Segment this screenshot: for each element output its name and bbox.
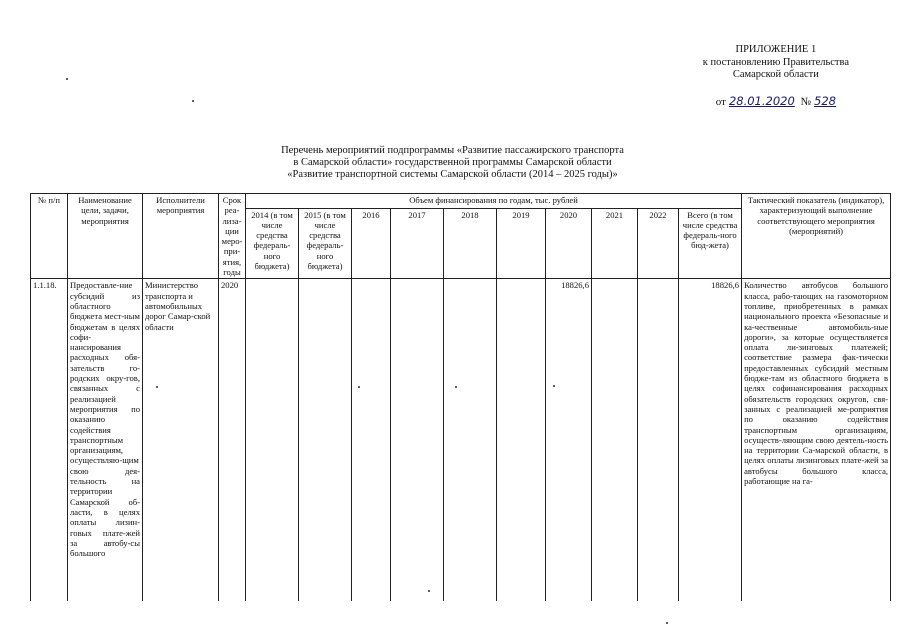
row-2016 [352,279,391,602]
appendix-line-3: Самарской области [732,69,819,80]
document-title [0,145,905,181]
header-year-2022: 2022 [638,208,679,279]
scan-speck [66,78,68,80]
header-year-2019: 2019 [497,208,546,279]
row-2019 [497,279,546,602]
decree-from-label: от [715,96,726,108]
row-term: 2020 [219,279,246,602]
scan-speck [666,622,668,624]
header-year-2014: 2014 (в том числе средства федераль-ного бюджета) [246,208,299,279]
scan-speck [358,386,360,388]
header-name: Наименование цели, задачи, мероприятия [68,194,143,279]
row-2020: 18826,6 [546,279,592,602]
row-name: Предоставле-ние субсидий из областного бюджета мест-ным бюджетам в целях софи-нансирования расходных обя-зательств го-родских окру-гов, связанных с реализацией мероприятия по оказанию содействия транспортным организациям, осуществляю-щим свою дея-тельность на территории Самарской об-ласти, в целях оплаты лизин-говых плате-жей за автобу-сы большого [68,279,143,602]
row-2015 [299,279,352,602]
appendix-line-2: к постановлению Правительства [702,56,849,68]
scan-speck [192,100,194,102]
header-term: Срок реа-лиза-ции меро-при-ятия, годы [219,194,246,279]
table-row [31,279,891,602]
header-year-2015: 2015 (в том числе средства федераль-ного бюджета) [299,208,352,279]
row-executors: Министерство транспорта и автомобильных дорог Самар-ской области [143,279,219,602]
header-indicator: Тактический показатель (индикатор), характеризующий выполнение соответствующего мероприятия (мероприятий) [742,194,891,279]
header-year-2020: 2020 [546,208,592,279]
header-executors: Исполнители мероприятия [143,194,219,279]
title-line-1: Перечень мероприятий подпрограммы «Развитие пассажирского транспорта [281,145,624,156]
scan-speck [428,590,430,592]
title-line-2: в Самарской области» государственной программы Самарской области [293,157,612,168]
header-year-2021: 2021 [592,208,638,279]
row-2018 [444,279,497,602]
scan-speck [553,385,555,387]
activities-table [30,193,891,601]
row-2014 [246,279,299,602]
appendix-header [703,44,849,82]
decree-reference [716,94,839,108]
scan-speck [455,386,457,388]
row-indicator: Количество автобусов большого класса, рабо-тающих на газомоторном топливе, приобретенных в рамках национального проекта «Безопасные и ка-чественные автомобиль-ные дороги», за которые осуществляется оплата ли-зинговых платежей; соответствие размера фак-тически предоставленных субсидий местным бюдже-там из областного бюджета в целях софинансирования расходных обязательств городских округов, свя-занных с реализацией ме-роприятия по оказанию содействия транспортным организациям, осуществ-ляющим свою деятель-ность на территории Са-марской области, в целях оплаты лизинговых плате-жей за автобусы большого класса, работающие на га- [742,279,891,602]
decree-number-label: № [800,96,812,108]
header-total: Всего (в том числе средства федераль-ного бюд-жета) [679,208,742,279]
scan-speck [156,386,158,388]
decree-date: 28.01.2020 [728,94,795,108]
row-total: 18826,6 [679,279,742,602]
title-line-3: «Развитие транспортной системы Самарской области (2014 – 2025 годы)» [287,169,618,180]
header-year-2017: 2017 [391,208,444,279]
row-2022 [638,279,679,602]
decree-number: 528 [814,94,836,108]
header-funding: Объем финансирования по годам, тыс. рублей [246,194,742,209]
appendix-title: ПРИЛОЖЕНИЕ 1 [735,44,817,55]
header-year-2018: 2018 [444,208,497,279]
row-num: 1.1.18. [31,279,68,602]
header-year-2016: 2016 [352,208,391,279]
row-2021 [592,279,638,602]
row-2017 [391,279,444,602]
header-num: № п/п [31,194,68,279]
